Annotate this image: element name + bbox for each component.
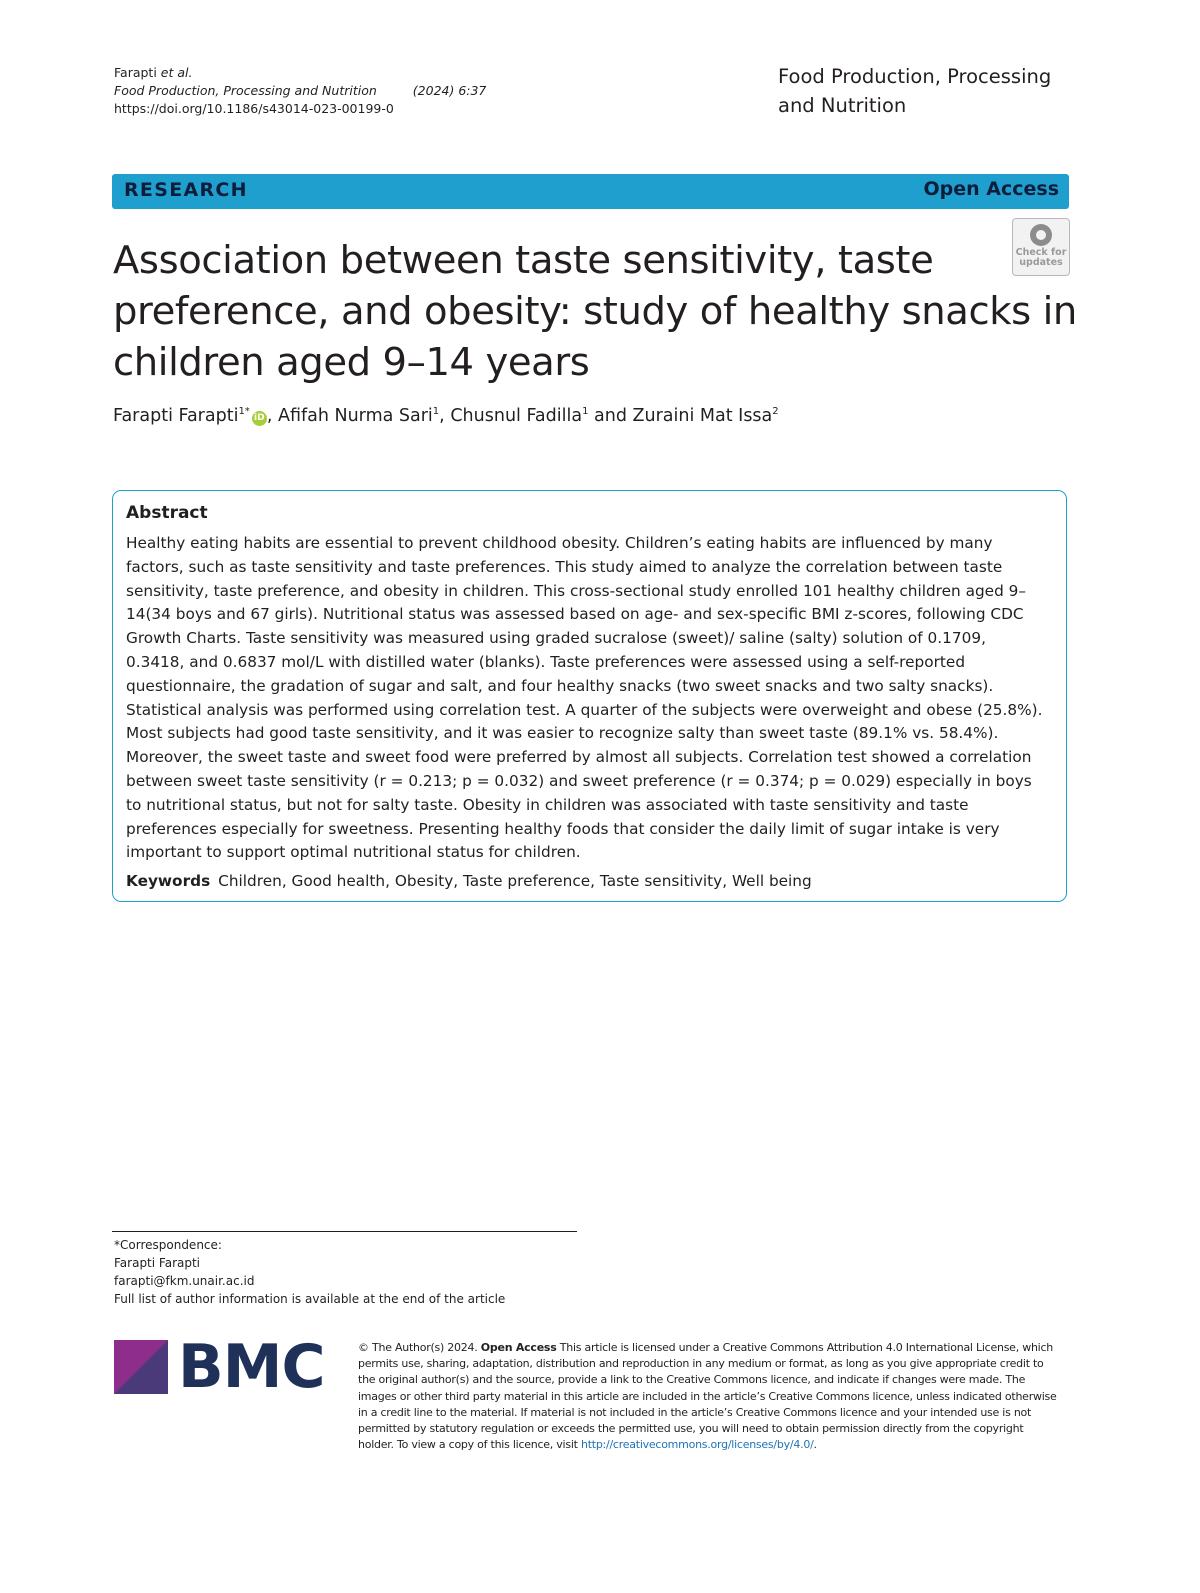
- correspondence-footnote: [114, 1236, 505, 1308]
- author-name[interactable]: Chusnul Fadilla: [450, 406, 583, 426]
- author-affiliation: 1*: [238, 406, 250, 418]
- author-list: Farapti Farapti$^{1*}$iD , Afifah Nurma Sari$^1$, Chusnul Fadilla$^1$ and Zuraini Mat Issa$^2$: [113, 406, 779, 426]
- keywords-label: Keywords: [126, 872, 211, 890]
- article-title: Association between taste sensitivity, taste preference, and obesity: study of healthy snacks in children aged 9–14 years: [113, 238, 1077, 385]
- meta-citation: (2024) 6:37: [412, 83, 487, 98]
- license-text: This article is licensed under a Creative Commons Attribution 4.0 International License, which permits use, sharing, adaptation, distribution and reproduction in any medium or format, as long as you give appropriate credit to the original author(s) and the source, provide a link to the Creative Commons licence, and indicate if changes were made. The images or other third party material in this article are included in the article’s Creative Commons licence, unless indicated otherwise in a credit line to the material. If material is not included in the article’s Creative Commons licence and your intended use is not permitted by statutory regulation or exceeds the permitted use, you will need to obtain permission directly from the copyright holder. To view a copy of this licence, visit: [358, 1341, 1057, 1452]
- correspondence-email[interactable]: farapti@fkm.unair.ac.id: [114, 1274, 255, 1288]
- bmc-logo: [114, 1332, 329, 1402]
- author-affiliation: 1: [582, 406, 589, 418]
- article-meta: [114, 64, 486, 118]
- open-access-label: Open Access: [923, 178, 1059, 200]
- correspondence-label: *Correspondence:: [114, 1238, 222, 1252]
- abstract-box: [112, 490, 1067, 902]
- correspondence-name: Farapti Farapti: [114, 1256, 201, 1270]
- abstract-heading: Abstract: [126, 503, 208, 523]
- license-open-access: Open Access: [480, 1341, 557, 1354]
- author-name[interactable]: Zuraini Mat Issa: [632, 406, 773, 426]
- abstract-text: Healthy eating habits are essential to prevent childhood obesity. Children’s eating habits are influenced by many factors, such as taste sensitivity and taste preferences. This study aimed to analyze the correlation between taste sensitivity, taste preference, and obesity in children. This cross-sectional study enrolled 101 healthy children aged 9–14(34 boys and 67 girls). Nutritional status was assessed based on age- and sex-specific BMI z-scores, following CDC Growth Charts. Taste sensitivity was measured using graded sucralose (sweet)/ saline (salty) solution of 0.1709, 0.3418, and 0.6837 mol/L with distilled water (blanks). Taste preferences were assessed using a self-reported questionnaire, the gradation of sugar and salt, and four healthy snacks (two sweet snacks and two salty snacks). Statistical analysis was performed using correlation test. A quarter of the subjects were overweight and obese (25.8%). Most subjects had good taste sensitivity, and it was easier to recognize salty than sweet taste (89.1% vs. 58.4%). Moreover, the sweet taste and sweet food were preferred by almost all subjects. Correlation test showed a correlation between sweet taste sensitivity (r = 0.213; p = 0.032) and sweet preference (r = 0.374; p = 0.029) especially in boys to nutritional status, but not for salty taste. Obesity in children was associated with taste sensitivity and taste preferences especially for sweetness. Presenting healthy foods that consider the daily limit of sugar intake is very important to support optimal nutritional status for children.: [126, 534, 1043, 862]
- meta-authors: Farapti: [114, 65, 157, 80]
- license-statement: © The Author(s) 2024. Open Access This article is licensed under a Creative Commons Attribution 4.0 International License, which permits use, sharing, adaptation, distribution and reproduction in any medium or format, as long as you give appropriate credit to the original author(s) and the source, provide a link to the Creative Commons licence, and indicate if changes were made. The images or other third party material in this article are included in the article’s Creative Commons licence, unless indicated otherwise in a credit line to the material. If material is not included in the article’s Creative Commons licence and your intended use is not permitted by statutory regulation or exceeds the permitted use, you will need to obtain permission directly from the copyright holder. To view a copy of this licence, visit http://creativecommons.org/licenses/by/4.0/.: [358, 1341, 1057, 1452]
- article-type-banner: [112, 174, 1069, 209]
- keywords-list: Children, Good health, Obesity, Taste preference, Taste sensitivity, Well being: [218, 872, 812, 890]
- footnote-divider: [112, 1231, 577, 1232]
- license-copyright: © The Author(s) 2024.: [358, 1341, 478, 1354]
- author-name[interactable]: Afifah Nurma Sari: [277, 406, 433, 426]
- author-affiliation: 1: [432, 406, 440, 418]
- orcid-icon[interactable]: iD: [252, 411, 267, 426]
- keywords: [126, 872, 812, 890]
- journal-name: Food Production, Processing and Nutrition: [778, 65, 1052, 117]
- meta-et-al: et al.: [160, 65, 193, 80]
- meta-journal: Food Production, Processing and Nutrition: [114, 83, 377, 98]
- author-affiliation: 2: [772, 406, 779, 418]
- author-name[interactable]: Farapti Farapti: [113, 406, 239, 426]
- bmc-logo-text: BMC: [178, 1332, 325, 1402]
- article-type: RESEARCH: [124, 179, 248, 201]
- bmc-logo-mark-icon: [114, 1340, 168, 1394]
- meta-doi-link[interactable]: https://doi.org/10.1186/s43014-023-00199-0: [114, 101, 394, 116]
- author-info-note: Full list of author information is available at the end of the article: [114, 1292, 506, 1306]
- check-for-updates-button[interactable]: [1012, 218, 1070, 276]
- check-updates-icon: [1030, 224, 1052, 246]
- license-link[interactable]: http://creativecommons.org/licenses/by/4.0/: [580, 1438, 814, 1452]
- check-updates-label: Check for updates: [1015, 247, 1067, 268]
- author-joiner: and: [594, 406, 627, 426]
